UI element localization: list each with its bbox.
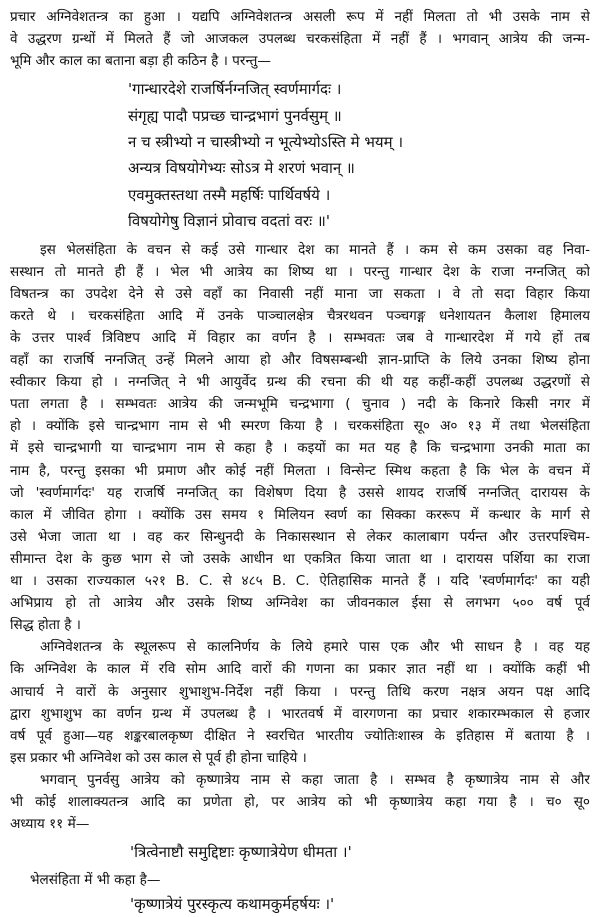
text-line: वर्ष पूर्व हुआ—यह शङ्करबालकृष्ण दीक्षित ने स्वरचित भारतीय ज्योतिःशास्त्र के इतिहास में बताया है ।	[10, 727, 590, 744]
text-line: हो । क्योंकि इसे चान्द्रभाग नाम से भी स्मरण किया है । चरकसंहिता सू० अ० १३ में तथा भेलसंहिता	[10, 418, 590, 435]
verse-quote-charaka: 'त्रित्वेनाष्टौ समुद्दिष्टाः कृष्णात्रेयेण धीमता ।'	[130, 843, 352, 862]
verse-line: अन्यत्र विषयोगेभ्यः सोऽत्र मे शरणं भवान् ॥	[128, 159, 355, 178]
text-line: वहाँ का राजर्षि नग्नजित् उन्हें मिलने आया हो और विषसम्बन्धी ज्ञान-प्राप्ति के लिये उनका शिष्य होना	[10, 352, 590, 369]
verse-line: एवमुक्तस्तथा तस्मै महर्षिः पार्थिवर्षये ।	[128, 185, 331, 204]
text-line: भगवान् पुनर्वसु आत्रेय को कृष्णात्रेय नाम से कहा जाता है । सम्भव है कृष्णात्रेय नाम से और	[40, 771, 590, 788]
text-line: वे उद्धरण ग्रन्थों में मिलते हैं जो आजकल उपलब्ध चरकसंहिता में नहीं हैं । भगवान् आत्रेय की जन्म-	[10, 31, 590, 48]
text-line: सस्थान तो मानते ही हैं । भेल भी आत्रेय का शिष्य था । परन्तु गान्धार देश के राजा नग्नजित् को	[10, 263, 590, 280]
verse-quote-bhela-2: 'कृष्णात्रेयं पुरस्कृत्य कथामकुर्महर्षयः ।'	[130, 895, 335, 914]
paragraph-gandhara	[10, 239, 590, 637]
text-line: भूमि और काल का बताना बड़ा ही कठिन है । परन्तु—	[10, 53, 271, 70]
text-line: विषतन्त्र का उपदेश देने से उसे वहाँ का निवासी नहीं माना जा सकता । वे तो सदा विहार किया	[10, 285, 590, 302]
text-line: द्वारा शुभाशुभ का वर्णन ग्रन्थ में उपलब्ध है । भारतवर्ष में वारगणना का प्रचार शकारम्भकाल से हजार	[10, 705, 590, 722]
text-line: अभिप्राय हो तो आत्रेय और उसके शिष्य अग्निवेश का जीवनकाल ईसा से लगभग ५०० वर्ष पूर्व	[10, 595, 590, 612]
text-line: था । उसका राज्यकाल ५२१ B. C. से ४८५ B. C. ऐतिहासिक मानते हैं । यदि 'स्वर्णमार्गदः' का यही	[10, 573, 590, 590]
text-line: अग्निवेशतन्त्र के स्थूलरूप से कालनिर्णय के लिये हमारे पास एक और भी साधन है । वह यह	[40, 639, 590, 656]
intro-paragraph	[10, 6, 590, 72]
paragraph-chronology	[10, 636, 590, 769]
text-line: काल में जीवित होगा । क्योंकि उस समय १ मिलियन स्वर्ण का सिक्का कररूप में कन्धार के मार्ग से	[10, 506, 590, 523]
verse-line: न च स्त्रीभ्यो न चास्त्रीभ्यो न भूत्येभ्योऽस्ति मे भयम् ।	[128, 133, 404, 152]
text-line: इस भेलसंहिता के वचन से कई उसे गान्धार देश का मानते हैं । कम से कम उसका वह निवा-	[40, 241, 590, 258]
verse-line: 'गान्धारदेशे राजर्षिर्नग्नजित् स्वर्णमार्गदः ।	[128, 80, 342, 99]
text-line: स्वीकार किया हो । नग्नजित् ने भी आयुर्वेद ग्रन्थ की रचना की थी यह कहीं-कहीं उपलब्ध उद्धरणों से	[10, 374, 590, 391]
text-line: जो 'स्वर्णमार्गदः' यह राजर्षि नग्नजित् का विशेषण दिया है उससे शायद राजर्षि नग्नजित् दारायस के	[10, 484, 590, 501]
verse-line: संगृह्य पादौ पप्रच्छ चान्द्रभागं पुनर्वसुम् ॥	[128, 106, 342, 125]
text-line: पता लगता है । सम्भवतः आत्रेय की जन्मभूमि चन्द्रभागा ( चुनाव ) नदी के किनारे किसी नगर में	[10, 396, 590, 413]
text-line: इस प्रकार भी अग्निवेश को उस काल से पूर्व ही होना चाहिये ।	[10, 749, 307, 766]
text-line: के उत्तर पार्श्व त्रिविष्टप आदि में विहार का वर्णन है । सम्भवतः जब वे गान्धारदेश में गये हों तब	[10, 330, 590, 346]
verse-line: विषयोगेषु विज्ञानं प्रोवाच वदतां वरः ॥'	[128, 212, 331, 231]
text-line: में इसे चान्द्रभागी या चान्द्रभाग नाम से कहा है । कइयों का मत यह है कि चन्द्रभागा उनकी माता का	[10, 440, 590, 457]
text-line: सीमान्त देश के कुछ भाग से जो उसके आधीन था एकत्रित किया जाता था । दारायस पर्शिया का राजा	[10, 550, 590, 567]
text-line: भेलसंहिता में भी कहा है—	[30, 872, 161, 889]
document-page	[10, 6, 590, 917]
text-line: नाम है, परन्तु इसका भी प्रमाण और कोई नहीं मिलता । विन्सेन्ट स्मिथ कहता है कि भेल के वचन में	[10, 462, 590, 479]
text-line: सिद्ध होता है ।	[10, 617, 81, 634]
paragraph-krishnatreya	[10, 769, 590, 835]
verse-quote-bhela	[128, 76, 590, 234]
text-line: उसे भेजा जाता था । वह कर सिन्धुनदी के निकासस्थान से लेकर कालाबाग पर्यन्त और उत्तरपश्चिम-	[10, 528, 590, 545]
text-line: प्रचार अग्निवेशतन्त्र का हुआ । यद्यपि अग्निवेशतन्त्र असली रूप में नहीं मिलता तो भी उसके नाम से	[10, 9, 590, 25]
text-line: कि अग्निवेश के काल में रवि सोम आदि वारों की गणना का प्रकार ज्ञात नहीं था । क्योंकि कहीं भी	[10, 661, 590, 678]
text-line: करते थे । चरकसंहिता आदि में उनके पाञ्चालक्षेत्र चैत्ररथवन पञ्चगङ्ग धनेशायतन कैलाश हिमालय	[10, 307, 590, 324]
text-line: आचार्य ने वारों के अनुसार शुभाशुभ-निर्देश नहीं किया । परन्तु तिथि करण नक्षत्र अयन पक्ष आदि	[10, 683, 590, 700]
text-line: भी कोई शालाक्यतन्त्र आदि का प्रणेता हो, पर आत्रेय को भी कृष्णात्रेय कहा गया है । च० सू०	[10, 793, 590, 810]
text-line: अध्याय ११ में—	[10, 816, 90, 833]
